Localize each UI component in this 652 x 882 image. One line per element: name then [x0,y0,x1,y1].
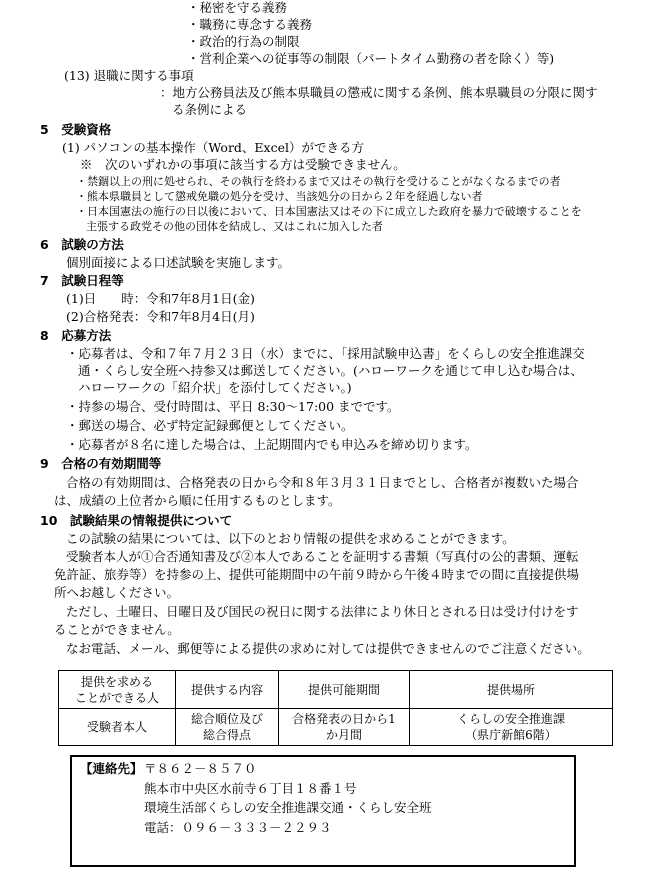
table-header-period: 提供可能期間 [279,671,410,709]
contact-box [70,755,576,867]
table-header-row [59,671,613,709]
info-provision-table [58,670,613,746]
section-8-line3: ハローワークの「紹介状」を添付してください。) [78,380,352,395]
section-5-note: ※ 次のいずれかの事項に該当する方は受験できません。 [80,157,406,172]
contact-label: 【連絡先】 [80,761,143,776]
table-cell-requester: 受験者本人 [59,709,176,746]
section-7-heading: 7 試験日程等 [40,273,124,288]
section-8-heading: 8 応募方法 [40,328,112,343]
section-10-p4: なお電話、メール、郵便等による提供の求めに対しては提供できませんのでご注意ください。 [66,641,590,656]
section-8-hours: ・持参の場合、受付時間は、平日 8:30～17:00 までです。 [66,399,400,414]
section-9-line2: は、成績の上位者から順に任用するものとします。 [54,493,341,508]
section-13-line1: ：地方公務員法及び熊本県職員の懲戒に関する条例、熊本県職員の分限に関す [160,85,598,100]
section-10-p3b: ることができません。 [54,622,180,637]
section-13-title: (13) 退職に関する事項 [64,68,194,83]
section-8-line2: 通・くらし安全班へ持参又は郵送してください。(ハローワークを通じて申し込む場合は、 [78,363,583,378]
section-8-limit: ・応募者が８名に達した場合は、上記期間内でも申込みを締め切ります。 [66,437,478,452]
section-10-p2c: 所へお越しください。 [54,585,180,600]
table-header-requester: 提供を求める ことができる人 [59,671,176,709]
section-5-heading: 5 受験資格 [40,122,112,137]
section-8-line1: ・応募者は、令和７年７月２３日（水）までに、「採用試験申込書」をくらしの安全推進課交 [66,346,585,361]
table-header-place: 提供場所 [410,671,613,709]
section-6-heading: 6 試験の方法 [40,237,124,252]
table-cell-place: くらしの安全推進課 （県庁新館6階） [410,709,613,746]
section-10-p3a: ただし、土曜日、日曜日及び国民の祝日に関する法律により休日とされる日は受け付けをす [66,604,579,619]
section-6-line1: 個別面接による口述試験を実施します。 [66,255,291,270]
section-5-line1: (1) パソコンの基本操作（Word、Excel）ができる方 [62,140,365,155]
section-9-heading: 9 合格の有効期間等 [40,456,162,471]
section-5-bullet3-cont: 主張する政党その他の団体を結成し、又はこれに加入した者 [86,220,383,233]
section-8-mail: ・郵送の場合、必ず特定記録郵便としてください。 [66,418,354,433]
duty-item-devotion: ・職務に専念する義務 [187,17,313,32]
section-10-p2b: 免許証、旅券等）を持参の上、提供可能期間中の午前９時から午後４時までの間に直接提供場 [54,567,580,582]
section-5-bullet1: ・禁錮以上の刑に処せられ、その執行を終わるまで又はその執行を受けることがなくなるまでの者 [76,175,561,188]
table-cell-period: 合格発表の日から1 か月間 [279,709,410,746]
contact-department: 環境生活部くらしの安全推進課交通・くらし安全班 [144,800,432,815]
table-row [59,709,613,746]
section-10-heading: 10 試験結果の情報提供について [40,513,233,528]
section-13-line2: る条例による [172,102,248,117]
table-cell-content: 総合順位及び 総合得点 [176,709,279,746]
section-5-bullet3: ・日本国憲法の施行の日以後において、日本国憲法又はその下に成立した政府を暴力で破壊することを [76,205,582,218]
section-10-p2a: 受験者本人が①合否通知書及び②本人であることを証明する書類（写真付の公的書類、運転 [66,549,579,564]
section-9-line1: 合格の有効期間は、合格発表の日から令和８年３月３１日までとし、合格者が複数いた場合 [66,475,579,490]
section-7-date: (1)日 時：令和7年8月1日(金) [66,291,255,306]
duty-item-political: ・政治的行為の制限 [187,34,300,49]
table-header-content: 提供する内容 [176,671,279,709]
duty-item-secrecy: ・秘密を守る義務 [187,0,288,15]
contact-phone: 電話：０９６－３３３－２２９３ [144,820,332,835]
section-5-bullet2: ・熊本県職員として懲戒免職の処分を受け、当該処分の日から２年を経過しない者 [76,190,483,203]
contact-postal-code: 〒８６２－８５７０ [144,761,257,776]
duty-item-business: ・営利企業への従事等の制限（パートタイム勤務の者を除く）等) [187,51,555,66]
section-7-result: (2)合格発表：令和7年8月4日(月) [66,309,255,324]
contact-address: 熊本市中央区水前寺６丁目１８番１号 [144,781,357,796]
section-10-p1: この試験の結果については、以下のとおり情報の提供を求めることができます。 [66,531,515,546]
